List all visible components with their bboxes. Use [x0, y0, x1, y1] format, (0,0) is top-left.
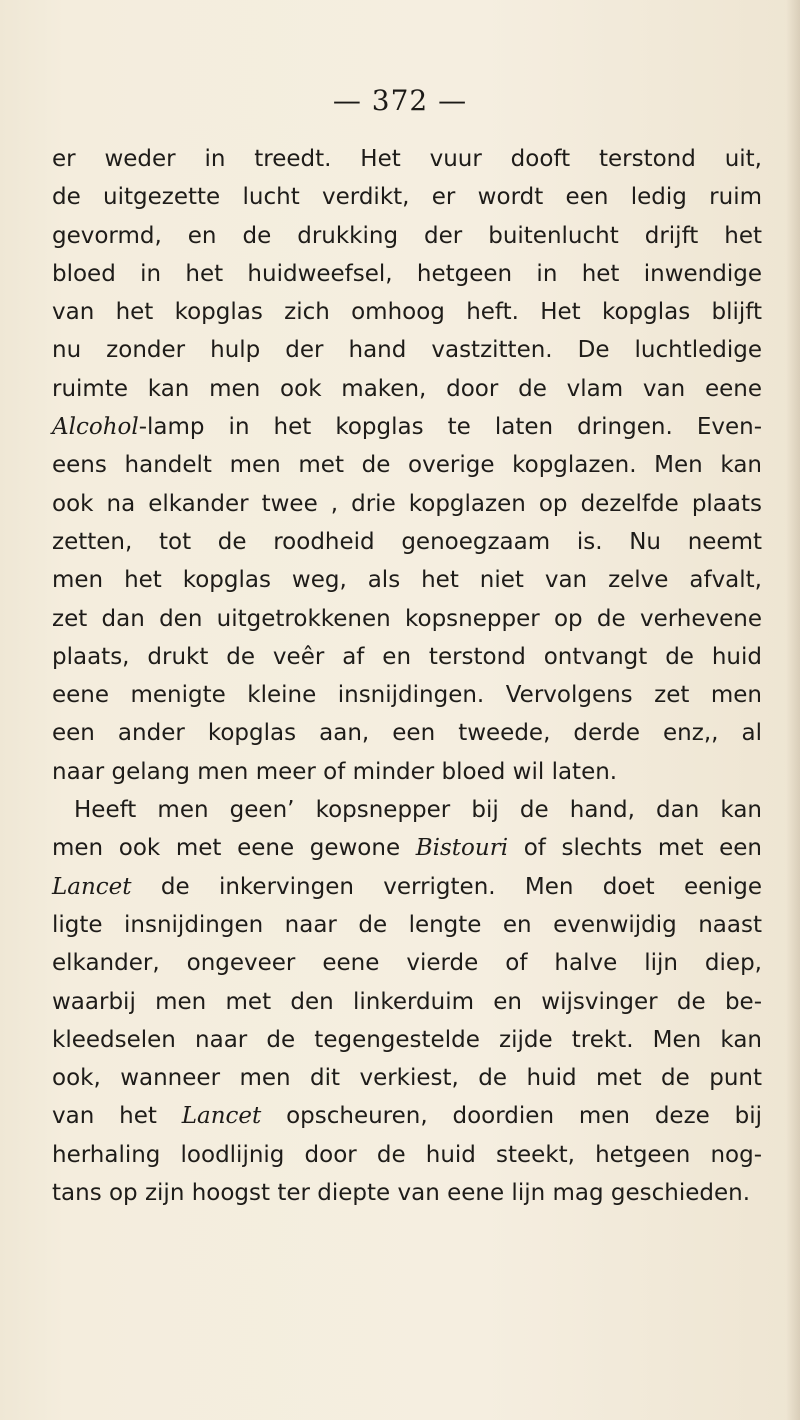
- italic-term: Lancet: [52, 873, 132, 900]
- text-line: tans op zijn hoogst ter diepte van eene lijn mag geschieden.: [52, 1180, 751, 1207]
- text-run: de inkervingen verrigten. Men doet eenige: [131, 873, 762, 900]
- text-line: ook, wanneer men dit verkiest, de huid met de punt: [52, 1065, 762, 1092]
- body-text: [52, 140, 762, 1212]
- text-line: bloed in het huidweefsel, hetgeen in het inwendige: [52, 260, 762, 287]
- text-line: zetten, tot de roodheid genoegzaam is. Nu neemt: [52, 528, 762, 555]
- italic-term: Alcohol: [52, 414, 139, 441]
- text-line: ook na elkander twee , drie kopglazen op dezelfde plaats: [52, 490, 762, 517]
- text-line: [52, 408, 762, 446]
- text-run: opscheuren, doordien men deze bij: [261, 1103, 762, 1130]
- text-line: eene menigte kleine insnijdingen. Vervolgens zet men: [52, 682, 762, 709]
- text-line: men het kopglas weg, als het niet van zelve afvalt,: [52, 567, 762, 594]
- text-line: elkander, ongeveer eene vierde of halve lijn diep,: [52, 950, 762, 977]
- text-line: herhaling loodlijnig door de huid steekt, hetgeen nog-: [52, 1141, 762, 1168]
- text-line: een ander kopglas aan, een tweede, derde enz,, al: [52, 720, 762, 747]
- text-line: waarbij men met den linkerduim en wijsvinger de be-: [52, 988, 762, 1015]
- text-line: naar gelang men meer of minder bloed wil laten.: [52, 758, 618, 785]
- text-line: [52, 829, 762, 867]
- page-edge-shadow: [786, 0, 800, 1420]
- text-line: Heeft men geen’ kopsnepper bij de hand, dan kan: [74, 797, 762, 824]
- text-run: men ook met eene gewone: [52, 835, 416, 862]
- text-run: -lamp in het kopglas te laten dringen. Even-: [138, 414, 762, 441]
- italic-term: Lancet: [181, 1103, 262, 1130]
- text-line: er weder in treedt. Het vuur dooft terstond uit,: [52, 146, 762, 172]
- text-line: ruimte kan men ook maken, door de vlam van eene: [52, 375, 762, 402]
- text-line: van het kopglas zich omhoog heft. Het kopglas blijft: [52, 299, 762, 326]
- text-line: ligte insnijdingen naar de lengte en evenwijdig naast: [52, 911, 762, 938]
- text-line: eens handelt men met de overige kopglazen. Men kan: [52, 452, 762, 479]
- text-line: plaats, drukt de veêr af en terstond ontvangt de huid: [52, 643, 762, 670]
- text-line: zet dan den uitgetrokkenen kopsnepper op de verhevene: [52, 605, 762, 632]
- text-line: de uitgezette lucht verdikt, er wordt een ledig ruim: [52, 184, 762, 211]
- text-run: of slechts met een: [508, 835, 762, 862]
- text-line: nu zonder hulp der hand vastzitten. De luchtledige: [52, 337, 762, 364]
- text-line: [52, 868, 762, 906]
- italic-term: Bistouri: [415, 835, 509, 862]
- text-line: kleedselen naar de tegengestelde zijde trekt. Men kan: [52, 1026, 762, 1053]
- text-run: van het: [52, 1103, 182, 1130]
- page-number: — 372 —: [332, 84, 468, 117]
- text-line: [52, 1097, 762, 1135]
- text-line: gevormd, en de drukking der buitenlucht drijft het: [52, 222, 762, 249]
